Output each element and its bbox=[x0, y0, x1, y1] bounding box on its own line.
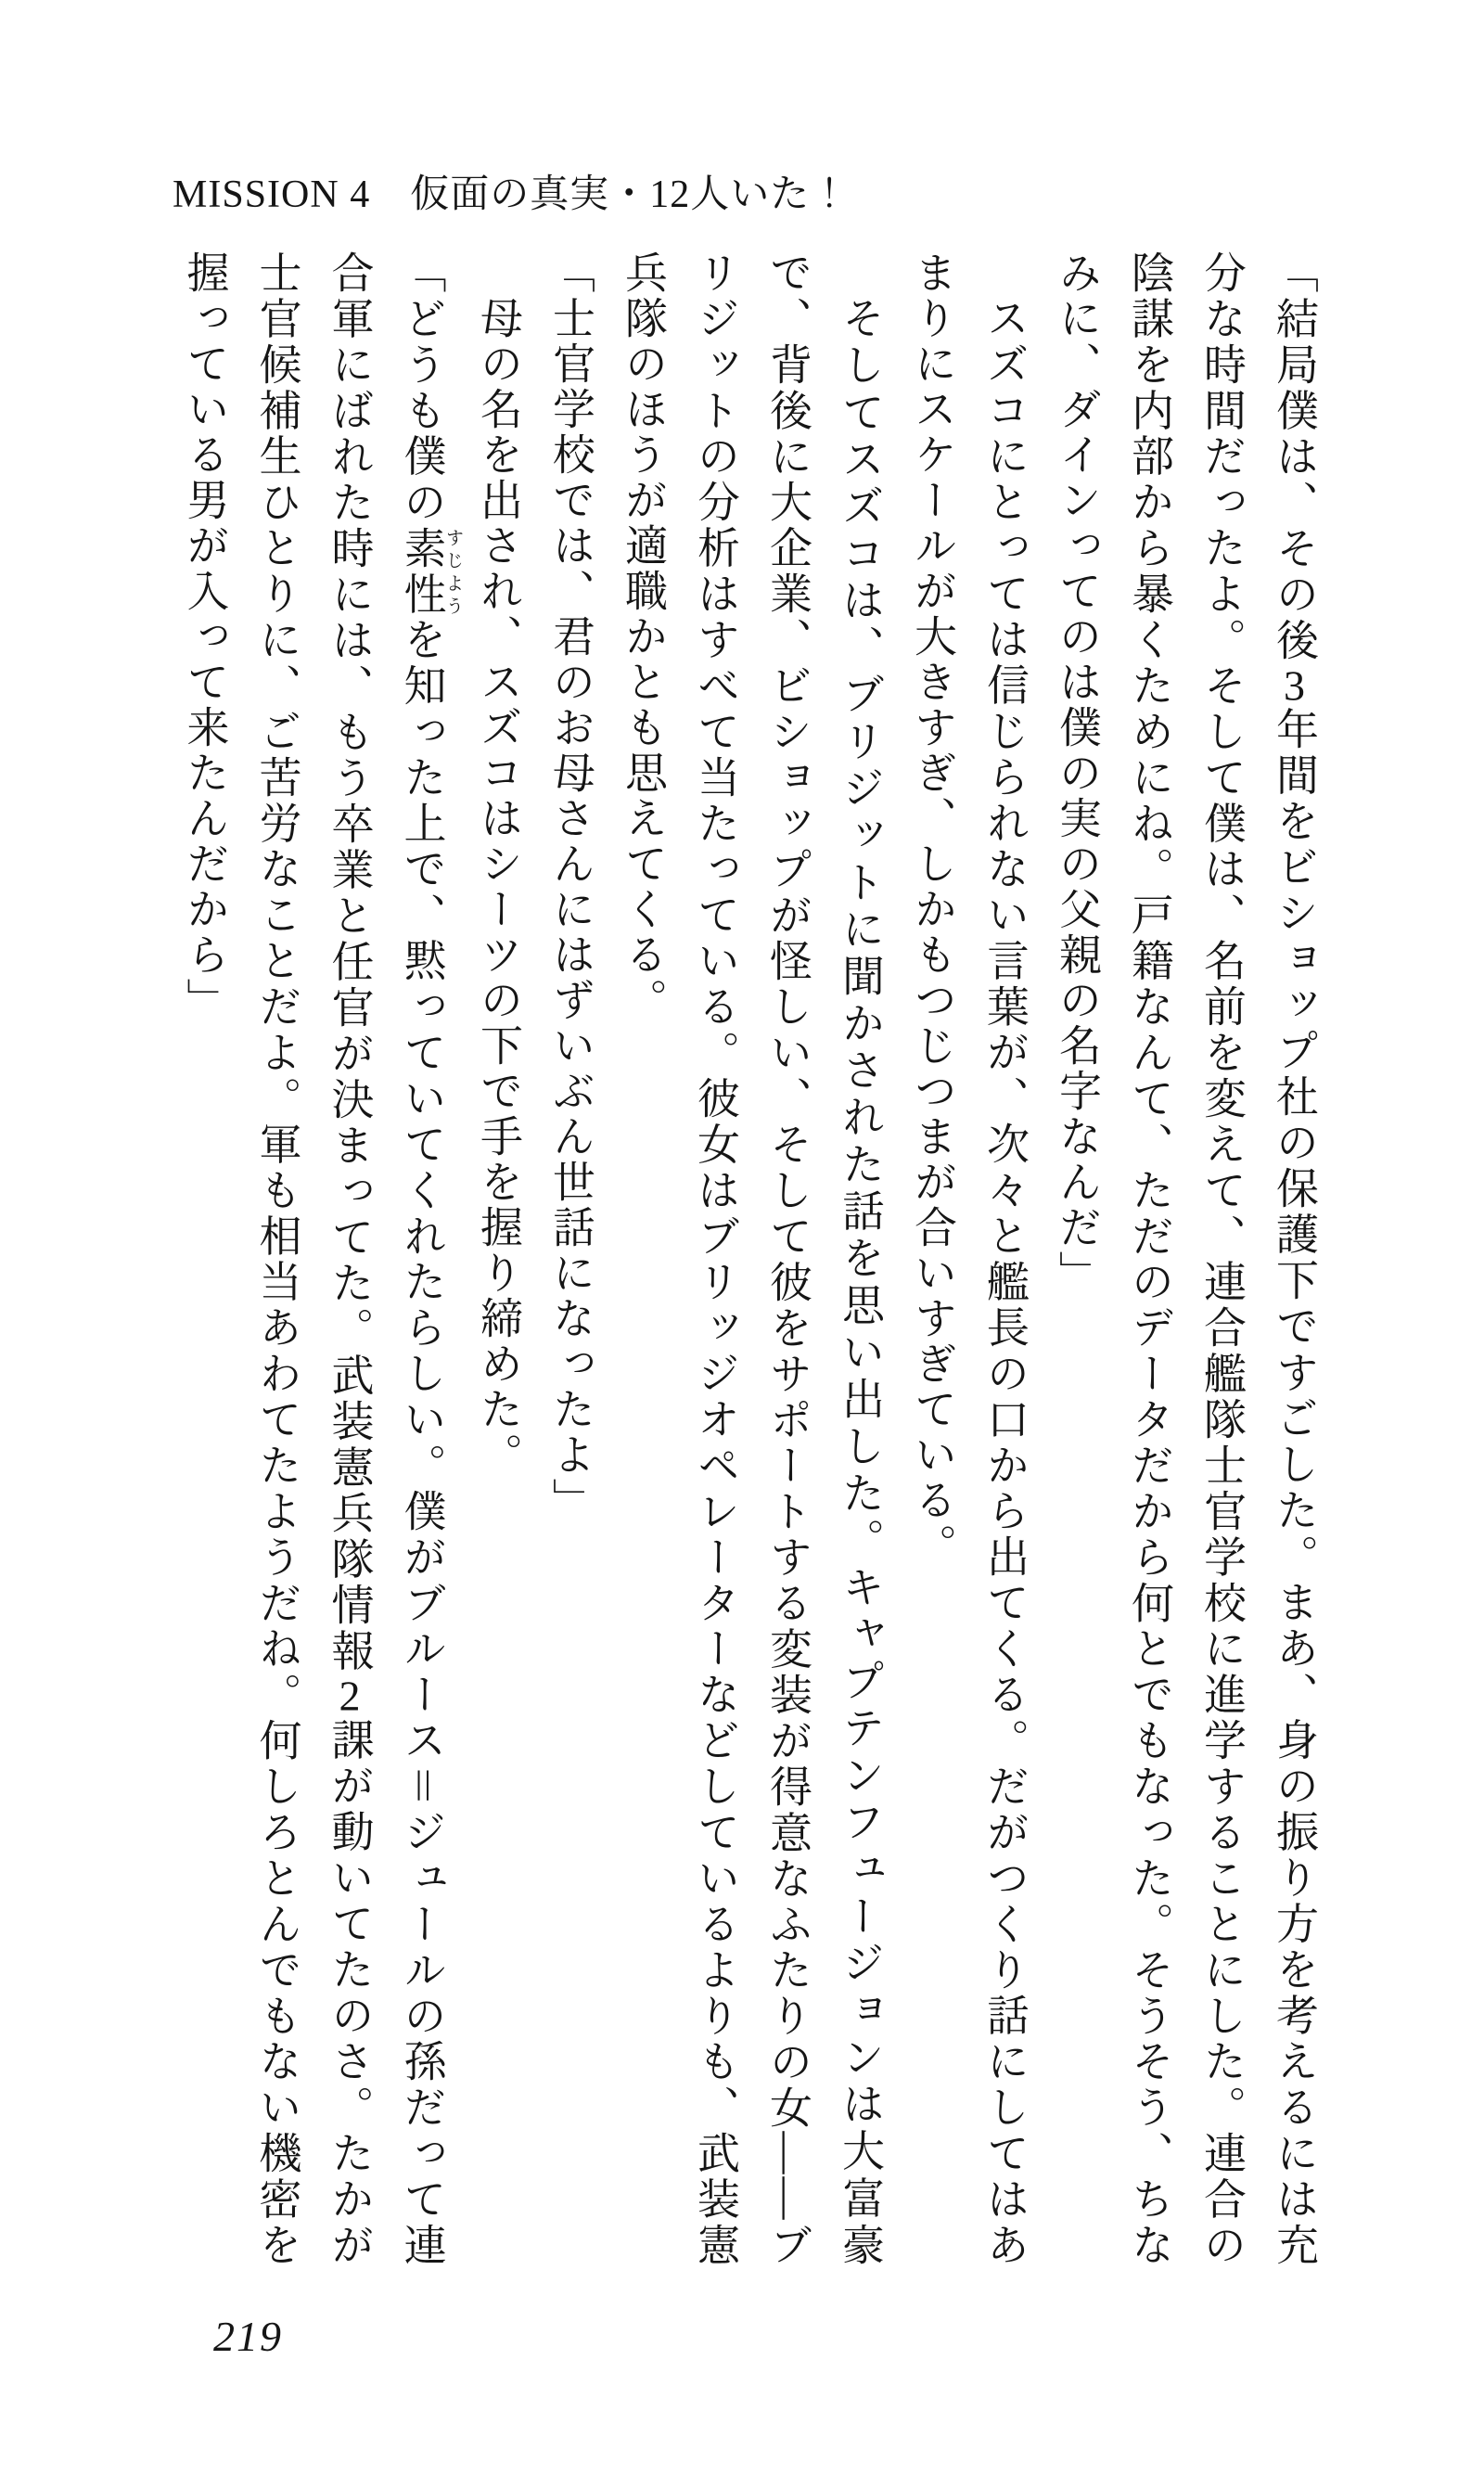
paragraph: スズコにとっては信じられない言葉が、次々と艦長の口から出てくる。だがつくり話にしてはあまりにスケールが大きすぎ、しかもつじつまが合いすぎている。 bbox=[909, 250, 1029, 2269]
running-header: MISSION 4 仮面の真実・12人いた！ bbox=[173, 173, 851, 216]
paragraph: 「士官学校では、君のお母さんにはずいぶん世話になったよ」 bbox=[547, 250, 595, 1523]
paragraph: 「結局僕は、その後3年間をビショップ社の保護下ですごした。まあ、身の振り方を考えるには充分な時間だったよ。そして僕は、名前を変えて、連合艦隊士官学校に進学することにした。連合の陰謀を内部から暴くためにね。戸籍なんて、ただのデータだから何とでもなった。そうそう、ちなみに、ダインってのは僕の実の父親の名字なんだ」 bbox=[1054, 250, 1318, 2268]
furigana-ruby: 素性すじよう bbox=[398, 525, 463, 618]
body-text bbox=[169, 250, 1331, 2268]
paragraph: 「どうも僕の素性すじようを知った上で、黙っていてくれたらしい。僕がブルース＝ジュールの孫だって連合軍にばれた時には、もう卒業と任官が決まってた。武装憲兵隊情報2課が動いてたのさ。たかが士官候補生ひとりに、ご苦労なことだよ。軍も相当あわてたようだね。何しろとんでもない機密を握っている男が入って来たんだから」 bbox=[181, 250, 463, 2269]
paragraph: そしてスズコは、ブリジットに聞かされた話を思い出した。キャプテンフュージョンは大富豪で、背後に大企業、ビショップが怪しい、そして彼をサポートする変装が得意なふたりの女――ブリジットの分析はすべて当たっている。彼女はブリッジオペレーターなどしているよりも、武装憲兵隊のほうが適職かとも思えてくる。 bbox=[620, 250, 884, 2269]
paragraph: 母の名を出され、スズコはシーツの下で手を握り締めた。 bbox=[475, 296, 522, 1478]
page-number: 219 bbox=[213, 2313, 283, 2360]
